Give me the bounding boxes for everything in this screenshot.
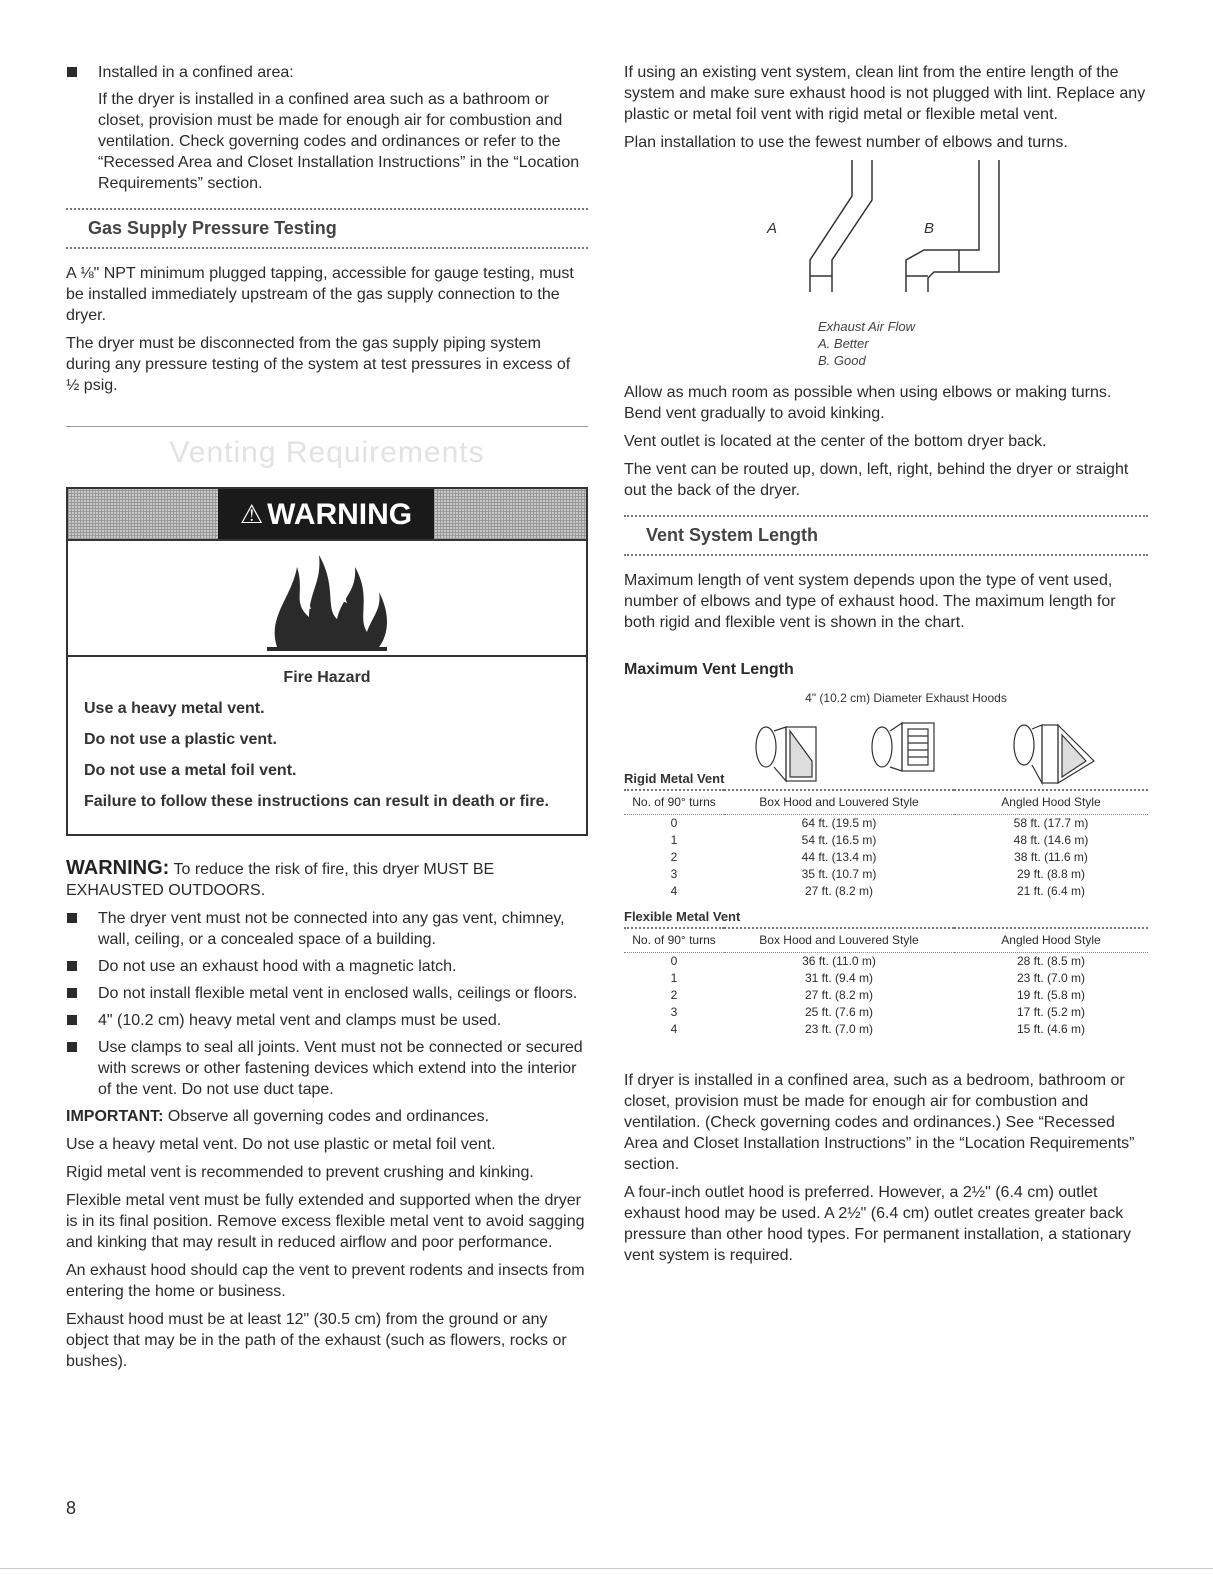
- figure-label-a: A: [767, 220, 778, 237]
- table-cell: 23 ft. (7.0 m): [804, 1022, 874, 1036]
- rigid-vent-label: Rigid Metal Vent: [624, 771, 725, 786]
- figure-caption-title: Exhaust Air Flow: [818, 319, 916, 334]
- gas-heading: Gas Supply Pressure Testing: [66, 208, 588, 249]
- figure-label-b: B: [924, 220, 935, 237]
- right-paragraph-2: Plan installation to use the fewest number of elbows and turns.: [624, 134, 1068, 151]
- table-cell: 44 ft. (13.4 m): [801, 850, 877, 864]
- right-paragraph-8: A four-inch outlet hood is preferred. However, a 2½" (6.4 cm) outlet exhaust hood may be used. A 2½" (6.4 cm) outlet creates greater back pressure than other hood types. For permanent installation, a stationary vent system is required.: [624, 1184, 1131, 1264]
- right-paragraph-4: Vent outlet is located at the center of the bottom dryer back.: [624, 433, 1047, 450]
- warning-header: [68, 489, 586, 541]
- vent-elbow-diagram: [624, 160, 1148, 320]
- warning-statement: [66, 858, 588, 901]
- col-header-angled-hood: Angled Hood Style: [954, 928, 1148, 953]
- right-paragraph-7: If dryer is installed in a confined area, such as a bedroom, bathroom or closet, provision must be made for enough air for combustion and ventilation. (Check governing codes and ordinances.) See “Recessed Area and Closet Installation Instructions” in the “Location Requirements” section.: [624, 1072, 1135, 1173]
- warning-line-4: Failure to follow these instructions can result in death or fire.: [84, 793, 549, 810]
- table-cell: 27 ft. (8.2 m): [804, 988, 874, 1002]
- page-number: 8: [66, 1498, 77, 1518]
- table-cell: 54 ft. (16.5 m): [801, 833, 877, 847]
- table-cell: 0: [670, 816, 678, 830]
- table-cell: 15 ft. (4.6 m): [1016, 1022, 1086, 1036]
- left-paragraph: Flexible metal vent must be fully extended and supported when the dryer is in its final position. Remove excess flexible metal vent to avoid sagging and kinking that may result in reduced airflow and poor performance.: [66, 1192, 585, 1251]
- warning-text: To reduce the risk of fire, this dryer MUST BE EXHAUSTED OUTDOORS.: [66, 861, 495, 899]
- figure-caption-b: B. Good: [818, 353, 866, 368]
- max-vent-length-heading: Maximum Vent Length: [624, 661, 794, 678]
- table-cell: 48 ft. (14.6 m): [1013, 833, 1089, 847]
- warning-line-2: Do not use a plastic vent.: [84, 731, 277, 748]
- warning-banner: [218, 489, 434, 539]
- col-header-angled-hood: Angled Hood Style: [954, 790, 1148, 815]
- table-cell: 0: [670, 954, 678, 968]
- table-row: [624, 1004, 1148, 1021]
- figure-caption: [624, 318, 1148, 369]
- right-paragraph-5: The vent can be routed up, down, left, right, behind the dryer or straight out the back of the dryer.: [624, 461, 1129, 499]
- table-cell: 3: [670, 867, 678, 881]
- table-row: [624, 1021, 1148, 1038]
- warning-label: WARNING:: [66, 857, 170, 879]
- important-note: [66, 1106, 588, 1127]
- exhaust-air-flow-figure: [624, 160, 1148, 382]
- hood-illustrations: [624, 709, 1148, 789]
- right-paragraph-6: Maximum length of vent system depends upon the type of vent used, number of elbows and type of exhaust hood. The maximum length for both rigid and flexible vent is shown in the chart.: [624, 572, 1116, 631]
- fire-hazard-title: Fire Hazard: [283, 669, 371, 686]
- table-cell: 31 ft. (9.4 m): [804, 971, 874, 985]
- table-cell: 3: [670, 1005, 678, 1019]
- box-hood-icon: [756, 727, 816, 781]
- table-cell: 21 ft. (6.4 m): [1016, 884, 1086, 898]
- important-label: IMPORTANT:: [66, 1108, 164, 1125]
- left-paragraph: Use a heavy metal vent. Do not use plastic or metal foil vent.: [66, 1136, 496, 1153]
- right-paragraph-1: If using an existing vent system, clean lint from the entire length of the system and make sure exhaust hood is not plugged with lint. Replace any plastic or metal foil vent with rigid metal or flexible metal vent.: [624, 64, 1146, 123]
- table-cell: 25 ft. (7.6 m): [804, 1005, 874, 1019]
- left-paragraph: An exhaust hood should cap the vent to prevent rodents and insects from entering the home or business.: [66, 1262, 585, 1300]
- confined-bullet: Installed in a confined area:: [66, 62, 588, 83]
- fire-hazard-symbol: [68, 541, 586, 657]
- left-paragraph: Rigid metal vent is recommended to prevent crushing and kinking.: [66, 1164, 534, 1181]
- angled-hood-icon: [1014, 725, 1094, 783]
- confined-body: If the dryer is installed in a confined area such as a bathroom or closet, provision must be made for enough air for combustion and ventilation. Check governing codes and ordinances or refer to the “Recessed Area and Closet Installation Instructions” in the “Location Requirements” section.: [98, 91, 580, 192]
- table-cell: 36 ft. (11.0 m): [802, 954, 876, 968]
- right-paragraph-3: Allow as much room as possible when using elbows or making turns. Bend vent gradually to avoid kinking.: [624, 384, 1112, 422]
- col-header-turns: No. of 90° turns: [624, 790, 724, 815]
- table-cell: 1: [670, 833, 678, 847]
- important-text: Observe all governing codes and ordinances.: [167, 1108, 490, 1125]
- vent-bullet-5: Use clamps to seal all joints. Vent must not be connected or secured with screws or other fastening devices which extend into the interior of the vent. Do not use duct tape.: [66, 1037, 588, 1100]
- table-row: [624, 883, 1148, 900]
- table-cell: 2: [670, 850, 678, 864]
- table-cell: 4: [670, 884, 678, 898]
- right-column: [624, 62, 1148, 1273]
- gas-paragraph-1: A ⅛" NPT minimum plugged tapping, accessible for gauge testing, must be installed immediately upstream of the gas supply connection to the dryer.: [66, 265, 574, 324]
- left-column: [66, 62, 588, 1379]
- table-cell: 19 ft. (5.8 m): [1016, 988, 1086, 1002]
- col-header-box-hood: Box Hood and Louvered Style: [724, 928, 954, 953]
- warning-banner-text: WARNING: [267, 497, 413, 531]
- table-cell: 4: [670, 1022, 678, 1036]
- left-paragraph: Exhaust hood must be at least 12" (30.5 cm) from the ground or any object that may be in the path of the exhaust (such as flowers, rocks or bushes).: [66, 1311, 567, 1370]
- table-row: [624, 866, 1148, 883]
- flexible-vent-label: Flexible Metal Vent: [624, 909, 741, 924]
- table-row: [624, 815, 1148, 833]
- table-cell: 23 ft. (7.0 m): [1016, 971, 1086, 985]
- table-cell: 17 ft. (5.2 m): [1016, 1005, 1086, 1019]
- vent-system-length-heading: Vent System Length: [624, 515, 1148, 556]
- col-header-turns: No. of 90° turns: [624, 928, 724, 953]
- table-cell: 28 ft. (8.5 m): [1016, 954, 1086, 968]
- vent-bullet-2: Do not use an exhaust hood with a magnetic latch.: [66, 956, 588, 977]
- table-cell: 1: [670, 971, 678, 985]
- exhaust-hood-icons: [624, 709, 1148, 789]
- table-row: [624, 953, 1148, 971]
- vent-bullet-1: The dryer vent must not be connected into any gas vent, chimney, wall, ceiling, or a concealed space of a building.: [66, 908, 588, 950]
- warning-triangle-icon: ⚠: [239, 498, 264, 529]
- louvered-hood-icon: [872, 723, 934, 771]
- warning-line-3: Do not use a metal foil vent.: [84, 762, 297, 779]
- rigid-vent-table: [624, 789, 1148, 900]
- gas-paragraph-2: The dryer must be disconnected from the gas supply piping system during any pressure testing of the system at test pressures in excess of ½ psig.: [66, 335, 571, 394]
- table-cell: 29 ft. (8.8 m): [1016, 867, 1086, 881]
- table-row: [624, 970, 1148, 987]
- table-row: [624, 849, 1148, 866]
- venting-title: Venting Requirements: [66, 426, 588, 471]
- warning-line-1: Use a heavy metal vent.: [84, 700, 265, 717]
- table-cell: 27 ft. (8.2 m): [804, 884, 874, 898]
- table-cell: 2: [670, 988, 678, 1002]
- hood-chart-title: 4" (10.2 cm) Diameter Exhaust Hoods: [805, 691, 1007, 705]
- flame-icon: [197, 547, 457, 655]
- flexible-vent-table: [624, 927, 1148, 1038]
- table-row: [624, 832, 1148, 849]
- figure-caption-a: A. Better: [818, 336, 869, 351]
- table-cell: 35 ft. (10.7 m): [801, 867, 877, 881]
- table-cell: 38 ft. (11.6 m): [1014, 850, 1088, 864]
- col-header-box-hood: Box Hood and Louvered Style: [724, 790, 954, 815]
- vent-bullet-3: Do not install flexible metal vent in enclosed walls, ceilings or floors.: [66, 983, 588, 1004]
- table-cell: 64 ft. (19.5 m): [801, 816, 877, 830]
- table-cell: 58 ft. (17.7 m): [1013, 816, 1089, 830]
- warning-box: [66, 487, 588, 836]
- vent-bullet-4: 4" (10.2 cm) heavy metal vent and clamps must be used.: [66, 1010, 588, 1031]
- warning-body: [68, 657, 586, 834]
- table-row: [624, 987, 1148, 1004]
- bottom-rule: [0, 1568, 1213, 1569]
